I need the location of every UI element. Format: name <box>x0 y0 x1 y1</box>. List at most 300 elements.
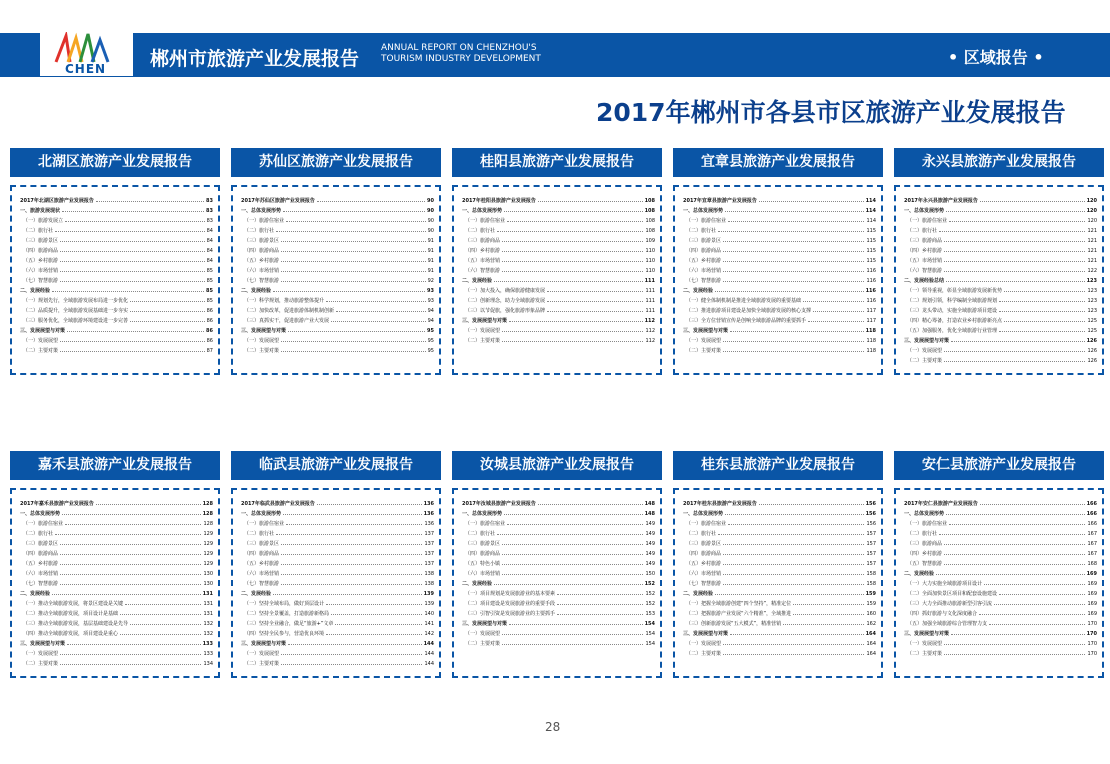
toc-entry-title: 一、总体发展形势 <box>904 208 945 214</box>
toc-entry-page: 159 <box>865 591 876 597</box>
toc-entry <box>462 234 655 244</box>
toc-entry <box>20 193 213 204</box>
toc-entry-page: 153 <box>645 611 655 617</box>
toc-entry <box>241 517 434 527</box>
toc-entry-page: 85 <box>206 268 213 274</box>
toc-leader <box>723 563 864 565</box>
toc-entry-title: （二）旅行社 <box>465 531 496 537</box>
toc-entry-page: 129 <box>203 561 213 567</box>
toc-entry-page: 167 <box>1087 531 1097 537</box>
report-card <box>10 148 220 375</box>
toc-leader <box>944 653 1085 655</box>
toc-entry-title: （一）旅游住宿业 <box>907 521 948 527</box>
header-title: 郴州市旅游产业发展报告 <box>150 48 360 70</box>
toc-entry <box>683 334 876 344</box>
toc-entry-title: 三、发展展望与对策 <box>683 328 729 334</box>
toc-entry-page: 86 <box>206 328 213 334</box>
toc-leader <box>783 623 864 625</box>
toc-entry-page: 123 <box>1086 278 1097 284</box>
toc-entry-title: 二、发展经验 <box>241 591 272 597</box>
report-card <box>673 148 883 375</box>
toc-entry-page: 154 <box>644 621 655 627</box>
toc-entry-title: （五）乡村旅游 <box>23 258 59 264</box>
toc-entry <box>20 597 213 607</box>
toc-entry <box>683 577 876 587</box>
toc-leader <box>951 633 1085 635</box>
toc-entry-title: （五）市场营销 <box>907 258 943 264</box>
toc-entry <box>462 587 655 597</box>
toc-leader <box>502 553 643 555</box>
toc-entry-title: （五）智慧旅游 <box>907 561 943 567</box>
toc-leader <box>281 663 422 665</box>
toc-leader <box>507 220 643 222</box>
toc-entry-title: （二）推进旅游项目建设是加快全域旅游发展的核心支撑 <box>686 308 812 314</box>
toc-entry-title: （一）发展展望 <box>465 328 501 334</box>
toc-entry-title: （四）坚持全民参与，营造优良环境 <box>244 631 325 637</box>
section-label: • 区域报告 • <box>948 48 1044 67</box>
toc-leader <box>52 290 204 292</box>
toc-entry-page: 126 <box>1086 338 1097 344</box>
toc-entry-page: 115 <box>866 228 876 234</box>
toc-entry-title: （二）主要对策 <box>23 661 59 667</box>
toc-entry-page: 139 <box>423 591 434 597</box>
toc-leader <box>944 250 1085 252</box>
toc-entry <box>241 324 434 334</box>
page-title: 2017年郴州市各县市区旅游产业发展报告 <box>596 98 1066 127</box>
toc-entry-page: 125 <box>1087 328 1097 334</box>
toc-entry-title: （二）主要对策 <box>907 358 943 364</box>
toc-leader <box>273 593 422 595</box>
toc-entry-page: 152 <box>644 581 655 587</box>
toc-entry <box>20 577 213 587</box>
card-title: 宜章县旅游产业发展报告 <box>673 148 883 177</box>
toc-entry-title: （四）旅游商品 <box>686 551 722 557</box>
toc-entry-title: （三）旅游景区 <box>244 541 280 547</box>
toc-entry <box>462 507 655 517</box>
toc-leader <box>130 310 205 312</box>
toc-entry-page: 90 <box>427 218 434 224</box>
toc-entry-page: 117 <box>866 318 876 324</box>
toc-entry-page: 150 <box>645 571 655 577</box>
report-card <box>231 148 441 375</box>
toc-entry-title: （三）旅游商品 <box>907 238 943 244</box>
toc-entry <box>462 607 655 617</box>
toc-entry <box>241 657 434 667</box>
toc-leader <box>547 290 643 292</box>
toc-entry-page: 129 <box>203 541 213 547</box>
toc-entry-title: （四）旅游商品 <box>686 248 722 254</box>
toc-entry-page: 121 <box>1087 238 1097 244</box>
toc-leader <box>331 613 422 615</box>
toc-entry-page: 91 <box>427 268 434 274</box>
toc-entry-title: （一）规划先行，全域旅游发展布局进一步优化 <box>23 298 129 304</box>
toc-leader <box>944 270 1085 272</box>
toc-leader <box>497 533 643 535</box>
toc-leader <box>939 533 1085 535</box>
toc-entry-title: 2017年桂东县旅游产业发展报告 <box>683 501 757 507</box>
toc-entry-title: （六）市场营销 <box>465 571 501 577</box>
toc-entry-page: 114 <box>866 218 876 224</box>
toc-box <box>452 185 662 375</box>
toc-entry <box>904 577 1097 587</box>
toc-entry-page: 86 <box>206 308 213 314</box>
toc-leader <box>715 290 864 292</box>
toc-entry <box>20 517 213 527</box>
toc-entry <box>20 264 213 274</box>
toc-entry-page: 83 <box>206 198 213 204</box>
toc-entry-title: （一）健全体制机制是推进全域旅游发展的重要基础 <box>686 298 802 304</box>
toc-entry <box>20 224 213 234</box>
toc-entry-page: 93 <box>427 298 434 304</box>
toc-entry-title: （三）旅游商品 <box>907 541 943 547</box>
toc-entry-title: （三）大力全面推动旅游新型引客引流 <box>907 601 993 607</box>
toc-entry-title: （四）乡村旅游 <box>907 248 943 254</box>
toc-entry <box>683 344 876 354</box>
toc-entry <box>462 597 655 607</box>
toc-leader <box>60 250 205 252</box>
toc-entry <box>683 496 876 507</box>
toc-entry-title: （三）旅游景区 <box>23 238 59 244</box>
toc-entry-title: （二）全面加快景区项目和配套设施建设 <box>907 591 998 597</box>
toc-entry-page: 170 <box>1086 631 1097 637</box>
toc-entry <box>683 557 876 567</box>
toc-entry <box>904 204 1097 214</box>
toc-entry-title: （二）旅行社 <box>907 531 938 537</box>
toc-entry-page: 125 <box>1087 318 1097 324</box>
toc-entry <box>904 224 1097 234</box>
toc-entry-page: 149 <box>645 561 655 567</box>
toc-entry-title: （一）发展展望 <box>907 641 943 647</box>
toc-entry <box>20 254 213 264</box>
toc-entry-page: 85 <box>206 288 213 294</box>
toc-entry <box>683 193 876 204</box>
toc-entry-page: 126 <box>1087 348 1097 354</box>
toc-entry <box>904 193 1097 204</box>
toc-leader <box>946 280 1085 282</box>
toc-entry-title: 2017年嘉禾县旅游产业发展报告 <box>20 501 94 507</box>
toc-leader <box>60 663 201 665</box>
toc-entry-page: 148 <box>644 511 655 517</box>
toc-entry-title: （七）智慧旅游 <box>23 278 59 284</box>
toc-leader <box>502 340 643 342</box>
toc-leader <box>715 593 864 595</box>
toc-leader <box>60 260 205 262</box>
header-en-line-2: TOURISM INDUSTRY DEVELOPMENT <box>381 54 541 64</box>
toc-entry-title: 二、发展经验 <box>20 288 51 294</box>
toc-entry-page: 159 <box>866 601 876 607</box>
toc-entry-page: 164 <box>865 631 876 637</box>
toc-entry-page: 170 <box>1087 621 1097 627</box>
toc-leader <box>120 633 201 635</box>
toc-leader <box>96 503 201 505</box>
toc-leader <box>494 583 643 585</box>
toc-entry-page: 111 <box>644 278 655 284</box>
toc-leader <box>944 240 1085 242</box>
toc-entry-title: 一、总体发展形势 <box>241 511 282 517</box>
toc-entry-page: 112 <box>644 318 655 324</box>
toc-entry-title: （四）精心筹备，打造农业乡村旅游新亮点 <box>907 318 1003 324</box>
toc-entry-page: 157 <box>866 531 876 537</box>
logo-mark-icon <box>52 32 120 64</box>
toc-entry-page: 117 <box>866 308 876 314</box>
toc-entry-page: 137 <box>424 531 434 537</box>
toc-entry <box>904 234 1097 244</box>
toc-entry-page: 85 <box>206 278 213 284</box>
toc-entry-page: 168 <box>1087 561 1097 567</box>
toc-entry-title: （四）旅游商品 <box>23 551 59 557</box>
toc-entry-title: 二、发展经验 <box>683 288 714 294</box>
toc-entry <box>462 547 655 557</box>
report-card <box>894 148 1104 375</box>
toc-entry-title: （七）智慧旅游 <box>686 581 722 587</box>
toc-entry-page: 149 <box>645 551 655 557</box>
toc-leader <box>999 593 1085 595</box>
toc-entry-title: （二）主要对策 <box>686 651 722 657</box>
toc-entry-page: 154 <box>645 641 655 647</box>
toc-entry-page: 115 <box>866 248 876 254</box>
toc-entry <box>241 234 434 244</box>
toc-leader <box>60 240 205 242</box>
page-number: 28 <box>545 720 561 734</box>
toc-entry-page: 90 <box>427 198 434 204</box>
toc-entry <box>683 264 876 274</box>
toc-entry-title: （二）坚持全景覆盖，打造旅游新格局 <box>244 611 330 617</box>
toc-leader <box>730 633 864 635</box>
toc-leader <box>994 603 1085 605</box>
toc-entry-title: （一）把握全域旅游创建“四个坚持”，精准定位 <box>686 601 792 607</box>
toc-entry <box>683 617 876 627</box>
toc-entry <box>241 294 434 304</box>
toc-entry-title: （一）发展展望 <box>465 631 501 637</box>
toc-entry-title: （五）加强服务，优化全域旅游行业管理 <box>907 328 998 334</box>
toc-entry-page: 120 <box>1087 218 1097 224</box>
toc-entry-title: （四）乡村旅游 <box>907 551 943 557</box>
toc-entry-page: 136 <box>423 501 434 507</box>
toc-leader <box>317 200 425 202</box>
toc-leader <box>723 643 864 645</box>
toc-entry-page: 156 <box>865 501 876 507</box>
toc-entry-title: （七）智慧旅游 <box>244 581 280 587</box>
toc-entry-title: （一）发展展望 <box>23 338 59 344</box>
toc-entry-page: 112 <box>645 338 655 344</box>
toc-leader <box>60 553 201 555</box>
toc-entry-title: （一）发展展望 <box>686 338 722 344</box>
toc-entry-page: 95 <box>427 348 434 354</box>
toc-entry-page: 110 <box>645 248 655 254</box>
toc-entry-page: 144 <box>424 651 434 657</box>
toc-entry-title: 2017年宜章县旅游产业发展报告 <box>683 198 757 204</box>
toc-entry <box>241 527 434 537</box>
toc-leader <box>65 523 201 525</box>
toc-entry-page: 116 <box>866 278 876 284</box>
toc-entry <box>683 314 876 324</box>
toc-entry <box>241 344 434 354</box>
toc-entry-page: 162 <box>866 621 876 627</box>
toc-entry <box>683 627 876 637</box>
toc-entry-page: 137 <box>424 561 434 567</box>
card-title: 嘉禾县旅游产业发展报告 <box>10 451 220 480</box>
toc-entry-page: 120 <box>1086 208 1097 214</box>
toc-entry <box>241 204 434 214</box>
toc-leader <box>979 613 1085 615</box>
toc-leader <box>502 633 643 635</box>
toc-leader <box>62 210 204 212</box>
toc-entry-page: 149 <box>645 521 655 527</box>
toc-leader <box>723 240 864 242</box>
toc-entry-page: 157 <box>866 551 876 557</box>
toc-leader <box>944 360 1085 362</box>
toc-entry-page: 84 <box>206 238 213 244</box>
toc-entry-title: 一、总体发展形势 <box>241 208 282 214</box>
toc-entry-page: 83 <box>206 208 213 214</box>
toc-entry-title: （二）项目建设是发展旅游业的重要手段 <box>465 601 556 607</box>
toc-entry <box>20 537 213 547</box>
toc-entry-title: （三）全方位营销宣传是创响全域旅游品牌的重要抓手 <box>686 318 807 324</box>
toc-leader <box>60 653 201 655</box>
toc-entry <box>20 507 213 517</box>
toc-leader <box>60 563 201 565</box>
toc-entry-page: 108 <box>645 218 655 224</box>
toc-entry-page: 118 <box>866 348 876 354</box>
toc-leader <box>130 320 205 322</box>
toc-entry-title: （三）推动全域旅游发展，基层基础建设是先导 <box>23 621 129 627</box>
toc-entry-title: （二）旅行社 <box>465 228 496 234</box>
toc-entry-title: （一）坚持全域布局，做好顶层设计 <box>244 601 325 607</box>
toc-entry-title: （二）主要对策 <box>907 651 943 657</box>
toc-entry-page: 138 <box>424 571 434 577</box>
toc-entry-title: 2017年永兴县旅游产业发展报告 <box>904 198 978 204</box>
card-title: 汝城县旅游产业发展报告 <box>452 451 662 480</box>
toc-entry-title: （五）乡村旅游 <box>244 561 280 567</box>
toc-leader <box>60 573 201 575</box>
toc-entry <box>904 264 1097 274</box>
toc-entry-page: 170 <box>1087 651 1097 657</box>
toc-entry-title: （一）项目规划是发展旅游业的基本要素 <box>465 591 556 597</box>
toc-entry-title: （五）乡村旅游 <box>686 258 722 264</box>
toc-entry-title: （四）推动全域旅游发展，项目建设是重心 <box>23 631 119 637</box>
toc-entry <box>20 324 213 334</box>
toc-entry-title: （七）智慧旅游 <box>23 581 59 587</box>
toc-entry-title: 二、发展经验 <box>683 591 714 597</box>
toc-entry <box>683 647 876 657</box>
toc-entry-title: （二）主要对策 <box>244 348 280 354</box>
toc-entry-page: 92 <box>427 278 434 284</box>
toc-leader <box>949 220 1085 222</box>
toc-entry-title: （二）旅行社 <box>244 531 275 537</box>
toc-leader <box>504 513 643 515</box>
toc-entry-title: （二）旅行社 <box>907 228 938 234</box>
card-title: 桂阳县旅游产业发展报告 <box>452 148 662 177</box>
toc-entry <box>20 607 213 617</box>
toc-entry <box>904 627 1097 637</box>
toc-leader <box>723 543 864 545</box>
toc-entry <box>462 557 655 567</box>
toc-entry-title: （六）市场营销 <box>23 571 59 577</box>
toc-entry-title: （一）推动全域旅游发展，将景区建设是关键 <box>23 601 124 607</box>
toc-entry <box>241 537 434 547</box>
toc-entry-title: （二）主要对策 <box>465 641 501 647</box>
toc-entry-title: 一、总体发展形势 <box>683 208 724 214</box>
toc-entry <box>241 254 434 264</box>
toc-leader <box>497 230 643 232</box>
toc-leader <box>502 563 643 565</box>
toc-entry <box>683 607 876 617</box>
toc-entry-page: 164 <box>866 651 876 657</box>
toc-entry-page: 108 <box>645 228 655 234</box>
toc-leader <box>728 220 864 222</box>
toc-entry-title: 三、发展展望与对策 <box>683 631 729 637</box>
toc-entry <box>241 577 434 587</box>
toc-leader <box>718 533 864 535</box>
toc-entry-title: 二、发展经验 <box>462 581 493 587</box>
report-card <box>452 451 662 678</box>
toc-entry <box>20 617 213 627</box>
toc-leader <box>980 200 1085 202</box>
toc-entry-page: 152 <box>645 601 655 607</box>
toc-entry <box>462 334 655 344</box>
toc-entry-page: 84 <box>206 248 213 254</box>
toc-leader <box>944 553 1085 555</box>
toc-leader <box>730 330 864 332</box>
toc-entry <box>20 527 213 537</box>
toc-leader <box>793 613 864 615</box>
toc-entry <box>683 597 876 607</box>
toc-entry-page: 169 <box>1087 591 1097 597</box>
header-subtitle-en <box>381 43 541 65</box>
toc-entry <box>904 344 1097 354</box>
toc-entry-title: 2017年苏仙区旅游产业发展报告 <box>241 198 315 204</box>
toc-entry <box>904 617 1097 627</box>
toc-entry-title: （一）发展展望 <box>686 641 722 647</box>
toc-entry-page: 128 <box>202 501 213 507</box>
toc-entry-title: （二）规划引领，科学编制全域旅游规划 <box>907 298 998 304</box>
toc-leader <box>723 270 864 272</box>
toc-entry-title: （五）乡村旅游 <box>686 561 722 567</box>
toc-entry-page: 110 <box>645 258 655 264</box>
card-title: 永兴县旅游产业发展报告 <box>894 148 1104 177</box>
toc-entry <box>683 527 876 537</box>
toc-entry-page: 131 <box>203 611 213 617</box>
report-card <box>231 451 441 678</box>
toc-entry-page: 128 <box>202 511 213 517</box>
toc-entry <box>462 617 655 627</box>
toc-entry-page: 154 <box>645 631 655 637</box>
toc-leader <box>808 320 864 322</box>
toc-entry-page: 111 <box>645 308 655 314</box>
toc-entry <box>462 274 655 284</box>
toc-leader <box>62 513 201 515</box>
toc-leader <box>281 240 426 242</box>
toc-leader <box>96 200 204 202</box>
toc-entry <box>20 304 213 314</box>
toc-entry <box>462 577 655 587</box>
toc-leader <box>723 653 864 655</box>
toc-entry-title: （五）乡村旅游 <box>23 561 59 567</box>
toc-leader <box>326 603 422 605</box>
toc-entry-page: 158 <box>866 571 876 577</box>
toc-entry-title: （四）抓好旅游与文化深度融合 <box>907 611 978 617</box>
toc-entry-page: 122 <box>1087 268 1097 274</box>
toc-entry <box>241 304 434 314</box>
toc-leader <box>494 280 643 282</box>
toc-entry-page: 110 <box>645 268 655 274</box>
toc-entry-page: 157 <box>866 541 876 547</box>
toc-entry-page: 95 <box>427 338 434 344</box>
toc-entry <box>462 324 655 334</box>
toc-entry-title: （二）把握旅游产业发展“六个精准”，全域推进 <box>686 611 792 617</box>
toc-leader <box>502 643 643 645</box>
toc-entry <box>462 637 655 647</box>
